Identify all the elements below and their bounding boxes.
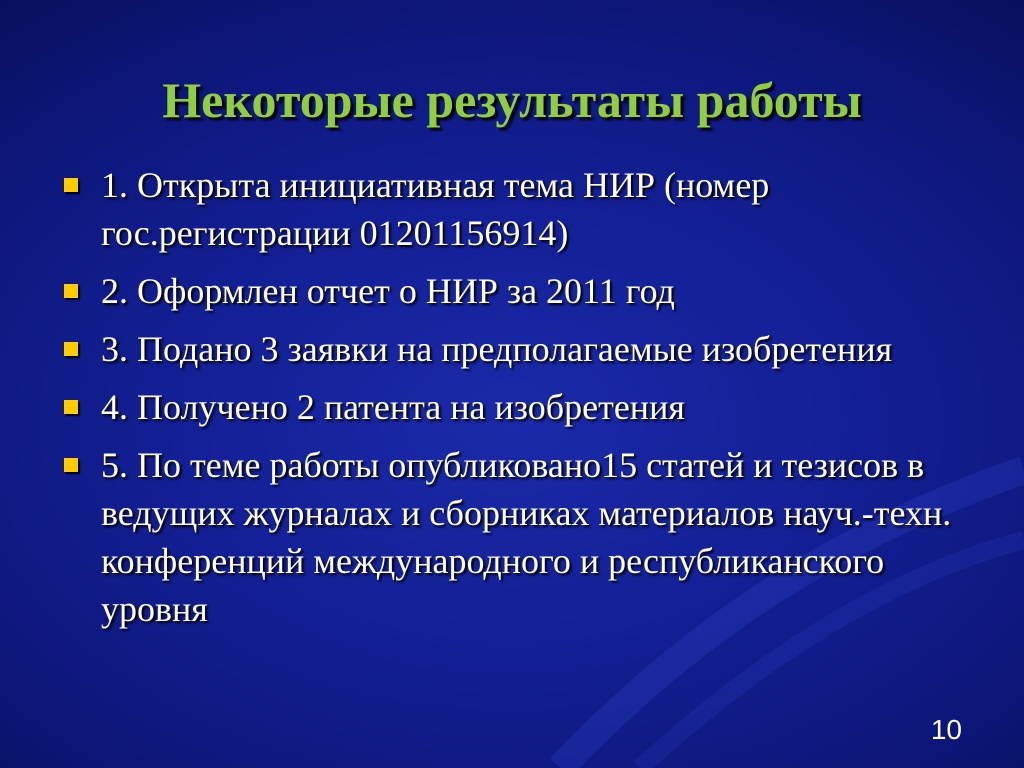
bullet-item [62,325,962,373]
bullet-item [62,383,962,431]
bullet-item [62,161,962,257]
bullet-square-icon [64,178,78,192]
bullet-text: 2. Оформлен отчет о НИР за 2011 год [101,271,675,311]
bullet-text: 4. Получено 2 патента на изобретения [101,387,685,427]
bullet-square-icon [64,400,78,414]
bullet-item [62,441,962,633]
bullet-square-icon [64,458,78,472]
bullet-item [62,267,962,315]
bullet-square-icon [64,284,78,298]
bullet-text: 5. По теме работы опубликовано15 статей и тезисов в ведущих журналах и сборниках материалов науч.-техн. конференций международного и республиканского уровня [101,445,952,629]
page-number: 10 [930,714,962,745]
bullet-list [62,161,962,643]
bullet-square-icon [64,342,78,356]
bullet-text: 1. Открыта инициативная тема НИР (номер гос.регистрации 01201156914) [101,165,770,253]
bullet-text: 3. Подано 3 заявки на предполагаемые изобретения [101,329,893,369]
slide-title: Некоторые результаты работы [162,72,862,128]
